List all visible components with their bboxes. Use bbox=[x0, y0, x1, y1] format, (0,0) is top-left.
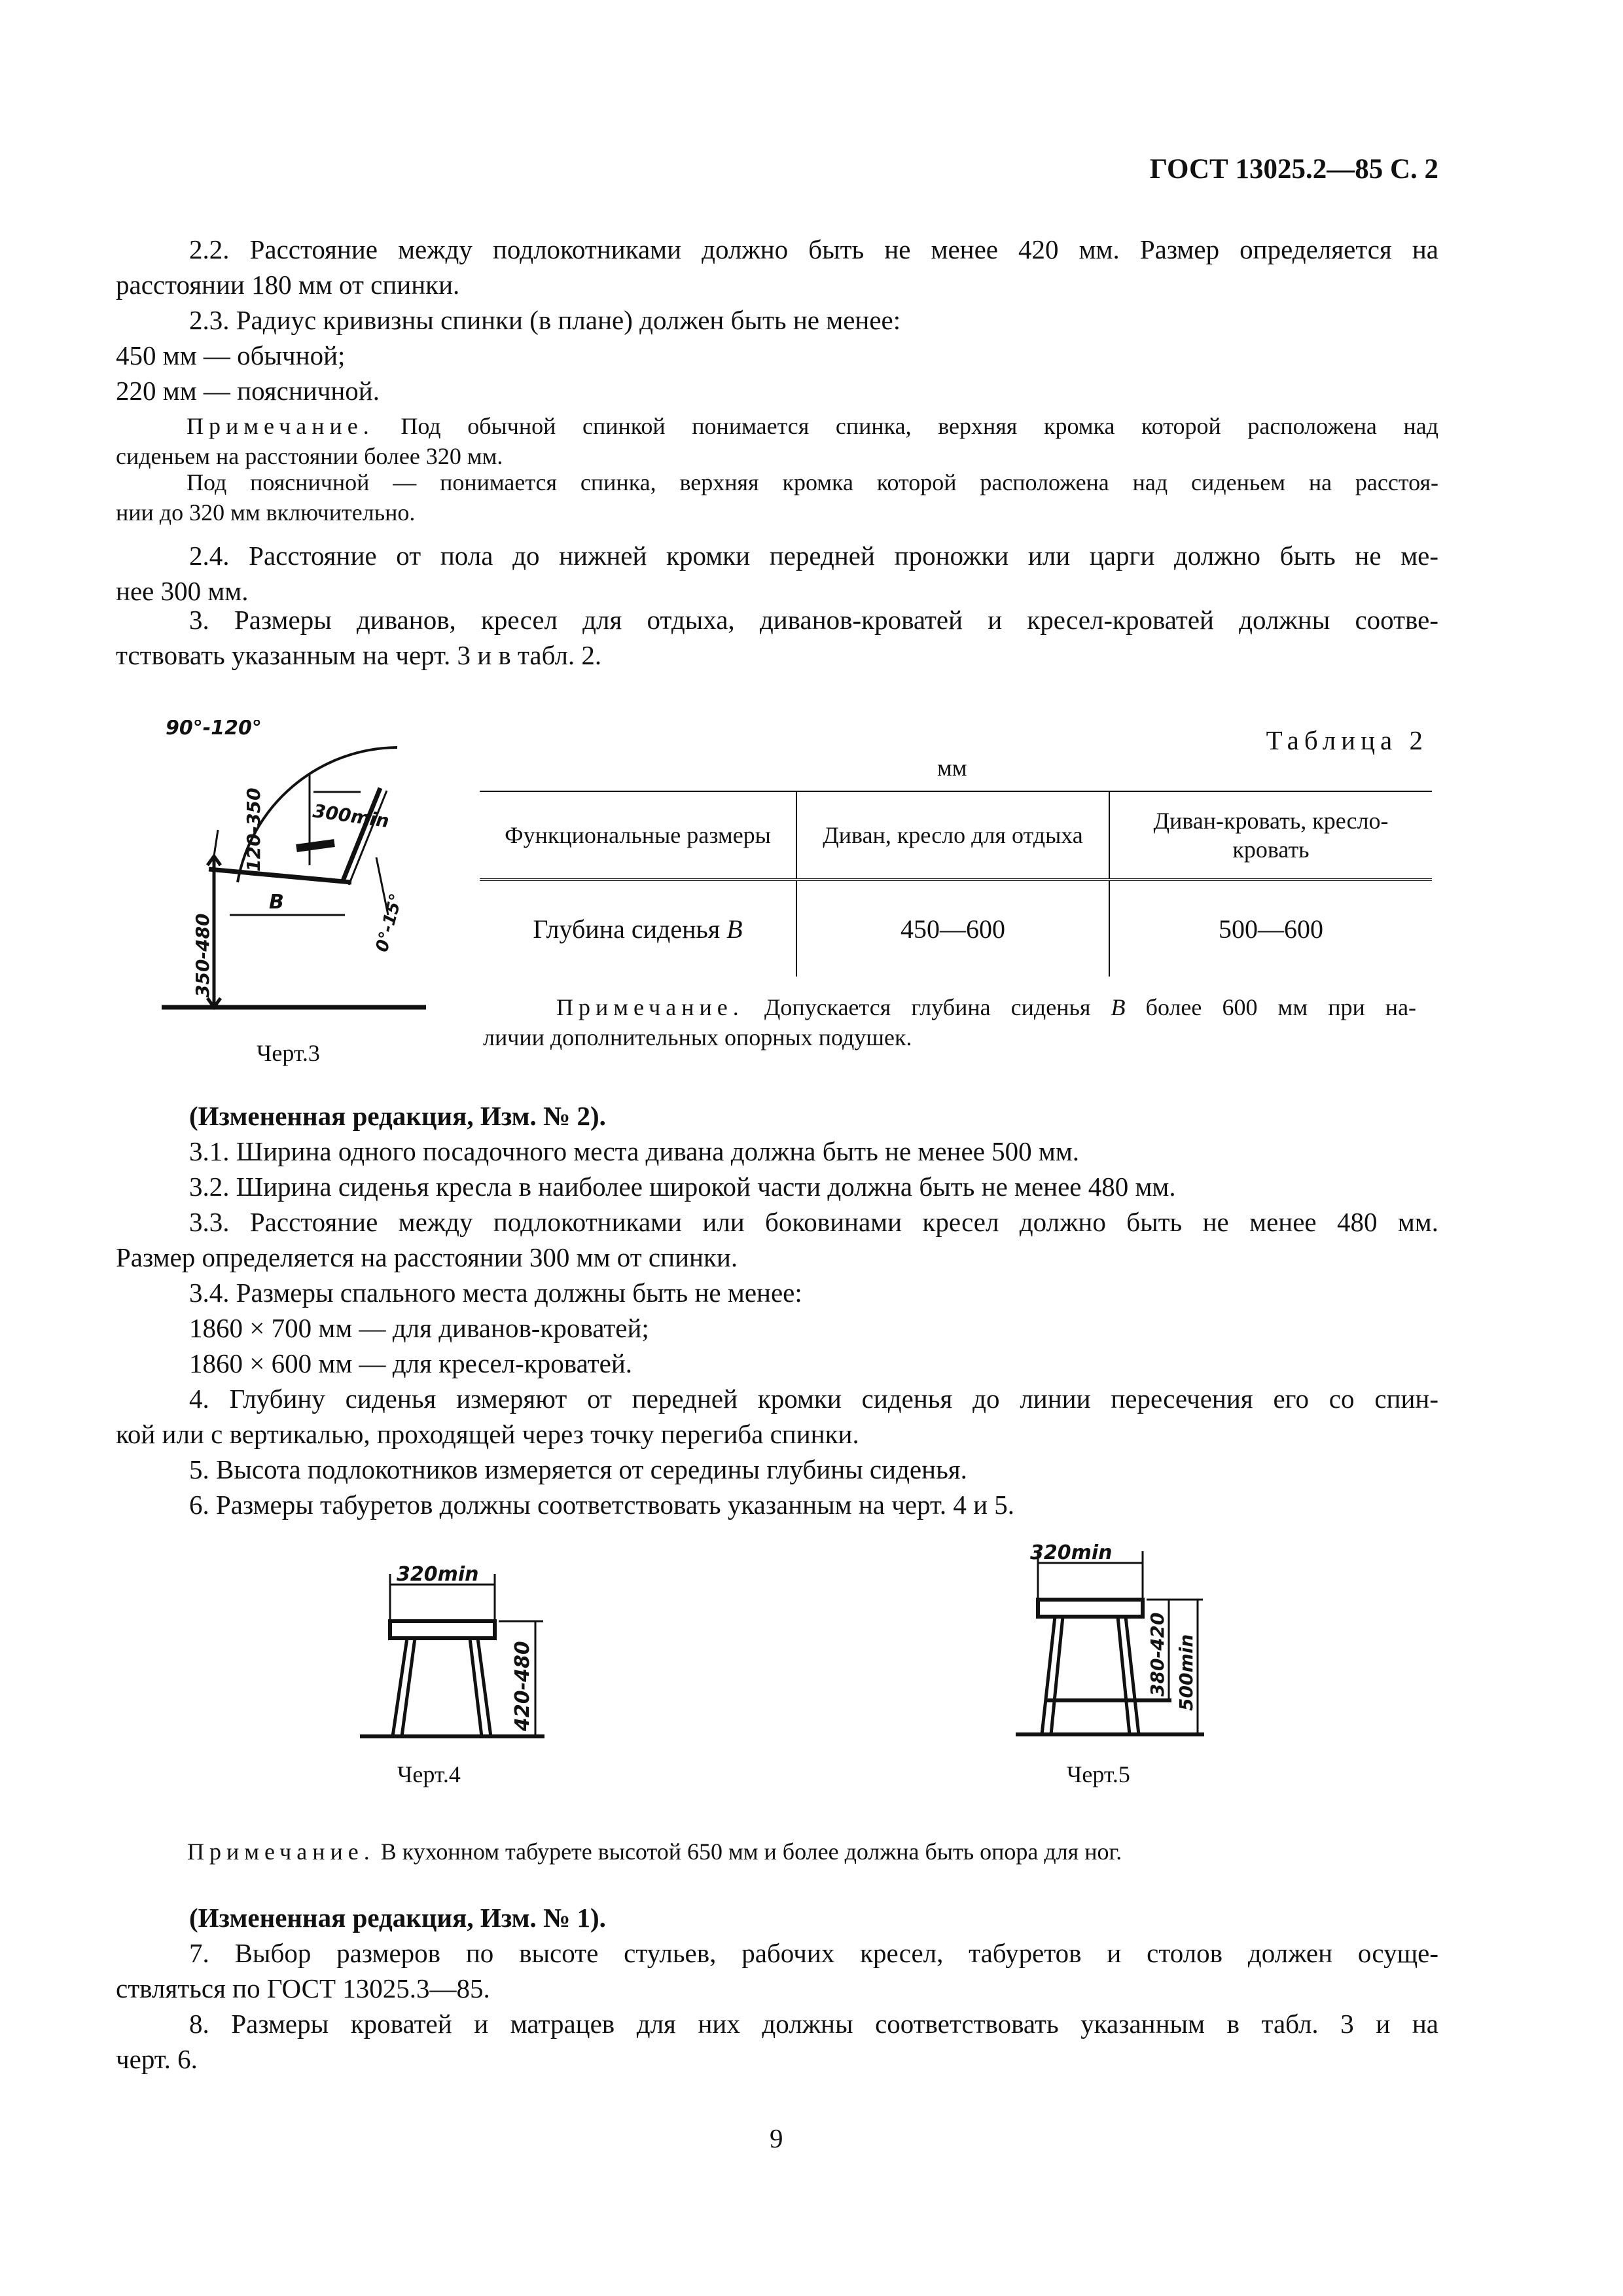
paragraph-7 bbox=[116, 1935, 1438, 2006]
drawing-4 bbox=[353, 1548, 550, 1744]
note-1-lead: Под обычной спинкой понимается спинка, верхняя кромка которой расположена над bbox=[401, 413, 1438, 439]
paragraph-3-4-line2: 1860 × 600 мм — для кресел-кроватей. bbox=[189, 1348, 633, 1378]
paragraph-3-3-lead: 3.3. Расстояние между подлокотниками или боковинами кресел должно быть не менее 480 мм. bbox=[189, 1207, 1438, 1237]
height-label: 500min bbox=[1175, 1634, 1197, 1711]
paragraph-8 bbox=[116, 2006, 1438, 2077]
paragraph-8-lead: 8. Размеры кроватей и матрацев для них должны соответствовать указанным в табл. 3 и на bbox=[189, 2009, 1438, 2039]
paragraph-3-1: 3.1. Ширина одного посадочного места дивана должна быть не менее 500 мм. bbox=[189, 1136, 1080, 1166]
paragraph-6: 6. Размеры табуретов должны соответствовать указанным на черт. 4 и 5. bbox=[189, 1490, 1015, 1520]
width-label: 320min bbox=[397, 1563, 479, 1586]
paragraph-3-3 bbox=[116, 1204, 1438, 1275]
paragraph-2-4-tail: нее 300 мм. bbox=[116, 576, 249, 606]
angle-label: 90°-120° bbox=[166, 720, 262, 740]
drawing-5 bbox=[1008, 1532, 1230, 1748]
note-1-tail: сиденьем на расстоянии более 320 мм. bbox=[116, 443, 503, 469]
paragraph-3-tail: тствовать указанным на черт. 3 и в табл. 2. bbox=[116, 640, 602, 670]
paragraph-5: 5. Высота подлокотников измеряется от середины глубины сиденья. bbox=[189, 1454, 967, 1484]
paragraph-7-tail: ствляться по ГОСТ 13025.3—85. bbox=[116, 1973, 490, 2003]
table-row bbox=[480, 880, 1432, 977]
backrest-line bbox=[342, 788, 380, 882]
table-2-cell-v1: 450—600 bbox=[796, 880, 1109, 977]
paragraph-3-4 bbox=[116, 1275, 1438, 1381]
revision-1: (Измененная редакция, Изм. № 1). bbox=[189, 1903, 606, 1933]
paragraph-4-lead: 4. Глубину сиденья измеряют от передней кромки сиденья до линии пересечения его со спин- bbox=[189, 1384, 1438, 1414]
paragraph-2-2-tail: расстоянии 180 мм от спинки. bbox=[116, 270, 460, 300]
paragraph-8-tail: черт. 6. bbox=[116, 2044, 198, 2074]
back-height-label: 120-350 bbox=[243, 787, 264, 872]
drawing-4-caption: Черт.4 bbox=[397, 1761, 461, 1787]
table-2-title: Таблица 2 bbox=[1266, 725, 1428, 755]
width-label: 320min bbox=[1030, 1541, 1113, 1564]
paragraph-2-4-lead: 2.4. Расстояние от пола до нижней кромки передней проножки или царги должно быть не ме- bbox=[189, 541, 1438, 571]
revision-2: (Измененная редакция, Изм. № 2). bbox=[189, 1101, 606, 1131]
paragraph-2-2-lead: 2.2. Расстояние между подлокотниками должно быть не менее 420 мм. Размер определяется на bbox=[189, 234, 1438, 264]
note-3 bbox=[187, 1837, 1122, 1867]
drawing-5-caption: Черт.5 bbox=[1067, 1761, 1130, 1787]
table-2-note: Примечание. Допускается глубина сиденья В более 600 мм при на- bbox=[556, 994, 1417, 1020]
table-2-header-1: Диван, кресло для отдыха bbox=[796, 791, 1109, 880]
drawing-3-caption: Черт.3 bbox=[257, 1040, 320, 1066]
stool-seat bbox=[1038, 1600, 1143, 1617]
page-number: 9 bbox=[770, 2123, 783, 2153]
depth-symbol-label: B bbox=[269, 891, 284, 914]
table-2-unit: мм bbox=[937, 755, 967, 781]
paragraph-2-3 bbox=[116, 302, 1438, 408]
note-2 bbox=[187, 467, 1438, 497]
paragraph-4-tail: кой или с вертикалью, проходящей через точку перегиба спинки. bbox=[116, 1419, 859, 1449]
depth-measure-bar bbox=[296, 843, 334, 848]
paragraph-3-2: 3.2. Ширина сиденья кресла в наиболее широкой части должна быть не менее 480 мм. bbox=[189, 1172, 1176, 1202]
paragraph-2-3-line2: 220 мм — поясничной. bbox=[116, 376, 380, 406]
note-2-lead: Под поясничной — понимается спинка, верхняя кромка которой расположена над сиденьем на расстоя- bbox=[187, 469, 1438, 495]
paragraph-4 bbox=[116, 1381, 1438, 1452]
paragraph-3-3-tail: Размер определяется на расстоянии 300 мм от спинки. bbox=[116, 1242, 738, 1272]
seat-line bbox=[209, 869, 351, 882]
note-3-text: В кухонном табурете высотой 650 мм и более должна быть опора для ног. bbox=[380, 1839, 1122, 1865]
note-3-label: Примечание. bbox=[187, 1839, 375, 1865]
depth-min-label: 300min bbox=[312, 800, 391, 833]
table-2 bbox=[480, 791, 1432, 977]
height-label: 420-480 bbox=[511, 1641, 534, 1731]
paragraph-7-lead: 7. Выбор размеров по высоте стульев, рабочих кресел, табуретов и столов должен осуще- bbox=[189, 1938, 1438, 1968]
tilt-label: 0°-15° bbox=[372, 891, 407, 954]
note-1 bbox=[187, 411, 1438, 441]
table-2-cell-v2: 500—600 bbox=[1109, 880, 1432, 977]
stool-seat bbox=[390, 1621, 495, 1638]
paragraph-3-lead: 3. Размеры диванов, кресел для отдыха, диванов-кроватей и кресел-кроватей должны соотве- bbox=[189, 605, 1438, 635]
paragraph-2-3-lead: 2.3. Радиус кривизны спинки (в плане) должен быть не менее: bbox=[189, 305, 901, 335]
paragraph-2-4 bbox=[116, 538, 1438, 609]
drawing-3 bbox=[141, 720, 448, 1021]
table-2-header-0: Функциональные размеры bbox=[480, 791, 796, 880]
paragraph-2-2 bbox=[116, 232, 1438, 302]
table-2-header-2: Диван-кровать, кресло-кровать bbox=[1109, 791, 1432, 880]
seat-height-label: 350-480 bbox=[192, 913, 213, 997]
table-2-row-label: Глубина сиденья В bbox=[533, 914, 743, 944]
table-2-note-label: Примечание. bbox=[556, 994, 744, 1020]
paragraph-2-3-line1: 450 мм — обычной; bbox=[116, 340, 346, 370]
paragraph-3-4-lead: 3.4. Размеры спального места должны быть не менее: bbox=[189, 1278, 802, 1308]
paragraph-3-4-line1: 1860 × 700 мм — для диванов-кроватей; bbox=[189, 1313, 649, 1343]
note-1-label: Примечание. bbox=[187, 413, 374, 439]
note-2-tail: нии до 320 мм включительно. bbox=[116, 499, 416, 526]
document-header: ГОСТ 13025.2—85 С. 2 bbox=[1149, 154, 1438, 185]
table-2-note-tail: личии дополнительных опорных подушек. bbox=[483, 1024, 912, 1050]
paragraph-3 bbox=[116, 602, 1438, 673]
rung-height-label: 380-420 bbox=[1147, 1612, 1168, 1696]
